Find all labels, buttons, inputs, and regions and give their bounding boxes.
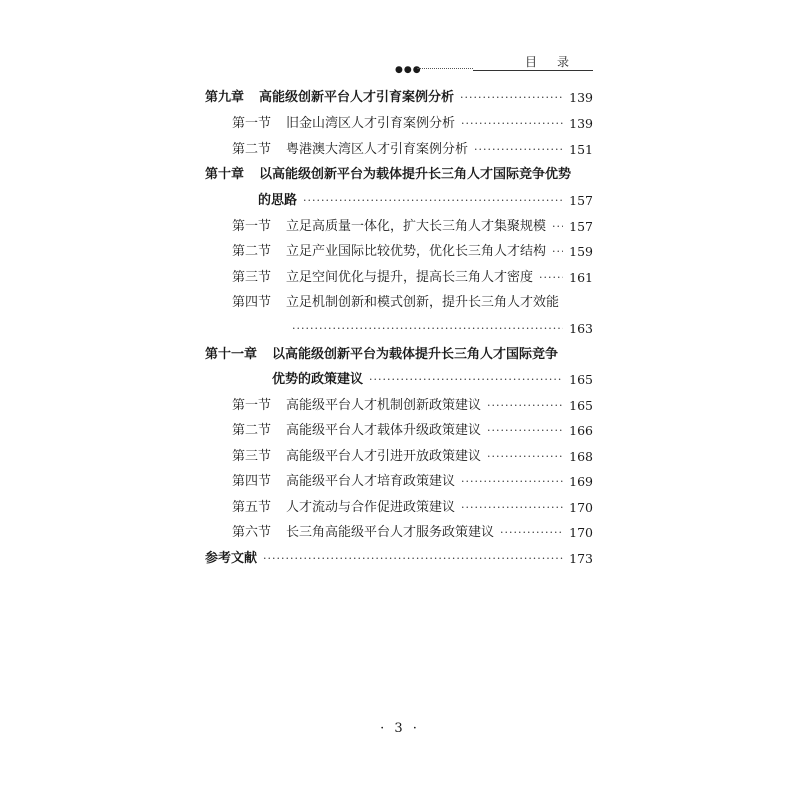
section-number: 第二节 [232,244,272,259]
section-title: 高能级平台人才载体升级政策建议 [286,423,482,438]
page-number: 165 [569,372,593,387]
section-number: 第三节 [232,449,272,464]
page-number: 139 [569,90,593,105]
section-title: 人才流动与合作促进政策建议 [286,500,456,515]
chapter-title: 以高能级创新平台为载体提升长三角人才国际竞争优势 [259,167,572,182]
section-title: 高能级平台人才引进开放政策建议 [286,449,482,464]
page-number: 165 [569,398,593,413]
page-number: 168 [569,449,593,464]
toc-section-11-3[interactable] [232,448,593,466]
dot-leader [263,550,563,568]
page-number: 169 [569,474,593,489]
toc-section-10-4[interactable] [232,294,593,312]
section-number: 第一节 [232,398,272,413]
section-number: 第六节 [232,525,272,540]
chapter-number: 第十章 [205,167,245,182]
section-number: 第一节 [232,116,272,131]
header-dots-ornament: ●●● [395,65,422,75]
toc-section-10-1[interactable] [232,218,593,236]
page-number: 157 [569,219,593,234]
page-number: 166 [569,423,593,438]
toc-references[interactable] [205,550,593,568]
section-number: 第四节 [232,474,272,489]
dot-leader [487,422,563,440]
page-number: 170 [569,500,593,515]
dot-leader [461,499,563,517]
toc-section-11-5[interactable] [232,499,593,517]
toc-section-9-1[interactable] [232,115,593,133]
dot-leader [500,524,563,542]
page-number: 161 [569,270,593,285]
chapter-title-continued: 优势的政策建议 [272,372,364,387]
chapter-title: 以高能级创新平台为载体提升长三角人才国际竞争 [272,347,559,362]
toc-section-10-3[interactable] [232,269,593,287]
section-title: 立足机制创新和模式创新，提升长三角人才效能 [286,295,560,310]
dot-leader [369,371,563,389]
page-number: 170 [569,525,593,540]
toc-section-11-4[interactable] [232,473,593,491]
page-number: 157 [569,193,593,208]
toc-section-11-6[interactable] [232,524,593,542]
section-title: 旧金山湾区人才引育案例分析 [286,116,456,131]
chapter-title-continued: 的思路 [258,193,298,208]
dot-leader [292,320,563,338]
section-title: 高能级平台人才机制创新政策建议 [286,398,482,413]
chapter-number: 第九章 [205,90,245,105]
page-number: 173 [569,551,593,566]
dot-leader [303,192,563,210]
section-number: 第一节 [232,219,272,234]
page-number: 139 [569,116,593,131]
dot-leader [552,218,563,236]
section-number: 第二节 [232,142,272,157]
chapter-title: 高能级创新平台人才引育案例分析 [259,90,455,105]
page-number: 159 [569,244,593,259]
dot-leader [487,448,563,466]
toc-section-11-2[interactable] [232,422,593,440]
toc-section-10-2[interactable] [232,243,593,261]
footer-page-number: · 3 · [380,721,420,736]
page-number: 163 [569,321,593,336]
section-title: 立足空间优化与提升，提高长三角人才密度 [286,270,534,285]
dot-leader [487,397,563,415]
references-heading: 参考文献 [205,551,258,566]
toc-section-11-1[interactable] [232,397,593,415]
section-number: 第四节 [232,295,272,310]
toc-chapter-10-cont[interactable] [258,192,593,210]
section-number: 第五节 [232,500,272,515]
section-title: 立足高质量一体化，扩大长三角人才集聚规模 [286,219,547,234]
toc-section-10-4-cont[interactable] [292,320,593,338]
section-title: 粤港澳大湾区人才引育案例分析 [286,142,469,157]
dot-leader [552,243,563,261]
toc-chapter-11-cont[interactable] [272,371,593,389]
dot-leader [460,89,563,107]
dot-leader [461,115,563,133]
dot-leader [539,269,563,287]
running-header [395,52,593,74]
header-dotted-rule [417,68,473,69]
section-title: 立足产业国际比较优势，优化长三角人才结构 [286,244,547,259]
header-rule [473,70,593,71]
toc-chapter-11[interactable] [205,346,593,364]
dot-leader [474,141,563,159]
chapter-number: 第十一章 [205,347,258,362]
section-number: 第二节 [232,423,272,438]
page-number: 151 [569,142,593,157]
header-title: 目 录 [524,55,573,69]
section-title: 高能级平台人才培育政策建议 [286,474,456,489]
toc-chapter-10[interactable] [205,166,593,184]
toc-section-9-2[interactable] [232,141,593,159]
dot-leader [461,473,563,491]
section-number: 第三节 [232,270,272,285]
section-title: 长三角高能级平台人才服务政策建议 [286,525,495,540]
toc-chapter-9[interactable] [205,89,593,107]
